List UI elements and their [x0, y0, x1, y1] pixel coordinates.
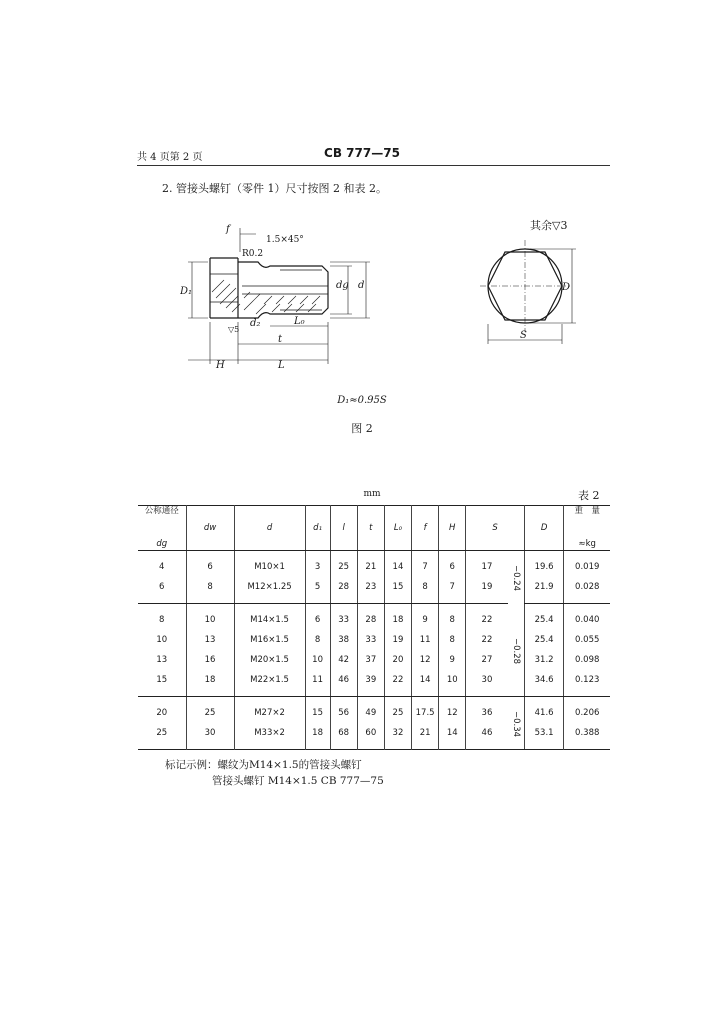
header-dw: dw: [186, 506, 234, 551]
cell-d1: 8: [305, 630, 330, 650]
table-row: [138, 577, 610, 604]
cell-D: 21.9: [524, 577, 564, 604]
header-f: f: [412, 506, 439, 551]
header-d: d: [234, 506, 305, 551]
cell-dw: 6: [186, 551, 234, 578]
cell-S: 30: [466, 670, 508, 697]
cell-d: M20×1.5: [234, 650, 305, 670]
s-tolerance-text: −0.34: [511, 710, 522, 738]
cell-d1: 6: [305, 604, 330, 631]
header-nominal-bottom: dg: [156, 539, 168, 549]
cell-weight: 0.206: [564, 697, 610, 724]
cell-H: 9: [439, 650, 466, 670]
cell-f: 14: [412, 670, 439, 697]
cell-dw: 13: [186, 630, 234, 650]
label-dg: dg: [336, 280, 349, 291]
label-S: S: [520, 330, 527, 341]
figure-caption: 图 2: [351, 422, 373, 435]
cell-L0: 14: [384, 551, 411, 578]
cell-d: M22×1.5: [234, 670, 305, 697]
cell-f: 7: [412, 551, 439, 578]
cell-H: 6: [439, 551, 466, 578]
cell-D: 25.4: [524, 604, 564, 631]
standard-number: CB 777—75: [324, 146, 400, 160]
label-f: f: [226, 224, 230, 235]
cell-dw: 16: [186, 650, 234, 670]
cell-L0: 20: [384, 650, 411, 670]
cell-dg: 8: [159, 614, 165, 625]
cell-d: M16×1.5: [234, 630, 305, 650]
cell-weight: 0.040: [564, 604, 610, 631]
cell-weight: 0.123: [564, 670, 610, 697]
cell-d: M27×2: [234, 697, 305, 724]
cell-f: 9: [412, 604, 439, 631]
cell-S-tolerance: [508, 551, 525, 604]
cell-D: 19.6: [524, 551, 564, 578]
cell-D: 25.4: [524, 630, 564, 650]
cell-S: 36: [466, 697, 508, 724]
header-L0: L₀: [384, 506, 411, 551]
label-triangle5: ▽5: [228, 325, 240, 334]
s-tolerance-text: −0.28: [511, 637, 522, 664]
cell-D: 41.6: [524, 697, 564, 724]
bolt-end-view-drawing: [480, 240, 590, 350]
cell-d1: 18: [305, 723, 330, 750]
cell-l: 42: [330, 650, 357, 670]
cell-dg: 4: [159, 561, 165, 572]
label-chamfer: 1.5×45°: [266, 235, 304, 245]
page-info: 共 4 页第 2 页: [137, 152, 203, 163]
cell-l: 46: [330, 670, 357, 697]
label-t: t: [278, 334, 283, 345]
marking-example-line1: 标记示例：螺纹为M14×1.5的管接头螺钉: [165, 759, 362, 771]
cell-dg: 25: [156, 727, 168, 738]
cell-l: 28: [330, 577, 357, 604]
table-row: [138, 551, 610, 578]
header-nominal: [138, 506, 186, 551]
cell-H: 10: [439, 670, 466, 697]
cell-S: 27: [466, 650, 508, 670]
header-l: l: [330, 506, 357, 551]
label-radius: R0.2: [242, 249, 264, 259]
header-D: D: [524, 506, 564, 551]
cell-S: 22: [466, 630, 508, 650]
cell-dw: 8: [186, 577, 234, 604]
cell-t: 49: [357, 697, 384, 724]
cell-weight: 0.098: [564, 650, 610, 670]
table-row: [138, 697, 610, 724]
cell-dg: 13: [156, 654, 168, 665]
s-tolerance-text: −0.24: [511, 565, 522, 592]
cell-S: 17: [466, 551, 508, 578]
cell-d: M10×1: [234, 551, 305, 578]
cell-H: 8: [439, 604, 466, 631]
cell-D: 53.1: [524, 723, 564, 750]
cell-dg: 10: [156, 634, 168, 645]
cell-dw: 30: [186, 723, 234, 750]
label-d: d: [358, 280, 365, 291]
cell-H: 7: [439, 577, 466, 604]
table-label: 表 2: [578, 489, 600, 502]
cell-t: 60: [357, 723, 384, 750]
cell-d: M12×1.25: [234, 577, 305, 604]
table-unit: mm: [363, 489, 381, 499]
header-weight: [564, 506, 610, 551]
cell-S: 19: [466, 577, 508, 604]
cell-L0: 15: [384, 577, 411, 604]
cell-t: 33: [357, 630, 384, 650]
cell-l: 25: [330, 551, 357, 578]
cell-L0: 19: [384, 630, 411, 650]
bolt-side-view-drawing: [180, 222, 380, 372]
label-L0: L₀: [294, 316, 305, 327]
cell-l: 56: [330, 697, 357, 724]
cell-S: 22: [466, 604, 508, 631]
cell-dw: 25: [186, 697, 234, 724]
section-title: 2. 管接头螺钉（零件 1）尺寸按图 2 和表 2。: [162, 182, 387, 195]
cell-weight: 0.019: [564, 551, 610, 578]
header-weight-bottom: ≈kg: [578, 539, 596, 549]
cell-weight: 0.028: [564, 577, 610, 604]
cell-l: 38: [330, 630, 357, 650]
cell-t: 28: [357, 604, 384, 631]
spec-table: [138, 505, 610, 750]
cell-S: 46: [466, 723, 508, 750]
header-H: H: [439, 506, 466, 551]
cell-L0: 32: [384, 723, 411, 750]
label-L: L: [278, 360, 285, 371]
cell-L0: 18: [384, 604, 411, 631]
cell-dw: 10: [186, 604, 234, 631]
cell-t: 39: [357, 670, 384, 697]
cell-t: 23: [357, 577, 384, 604]
cell-f: 8: [412, 577, 439, 604]
cell-D: 34.6: [524, 670, 564, 697]
cell-L0: 25: [384, 697, 411, 724]
header-nominal-top: 公称通径: [144, 506, 179, 516]
table-row: [138, 723, 610, 750]
cell-L0: 22: [384, 670, 411, 697]
header-S: S: [466, 506, 524, 551]
table-row: [138, 650, 610, 670]
header-divider: [137, 165, 610, 166]
cell-f: 21: [412, 723, 439, 750]
cell-d1: 15: [305, 697, 330, 724]
cell-d1: 10: [305, 650, 330, 670]
cell-dg: 15: [138, 670, 186, 697]
cell-H: 14: [439, 723, 466, 750]
cell-l: 68: [330, 723, 357, 750]
cell-dw: 18: [186, 670, 234, 697]
table-row: [138, 604, 610, 631]
cell-S-tolerance: [508, 697, 525, 750]
cell-D: 31.2: [524, 650, 564, 670]
cell-S-tolerance: [508, 604, 525, 697]
cell-t: 21: [357, 551, 384, 578]
cell-dg: 6: [138, 577, 186, 604]
table-row: [138, 670, 610, 697]
cell-weight: 0.055: [564, 630, 610, 650]
header-d1: d₁: [305, 506, 330, 551]
cell-t: 37: [357, 650, 384, 670]
cell-d1: 11: [305, 670, 330, 697]
label-H: H: [216, 360, 225, 371]
cell-d1: 3: [305, 551, 330, 578]
formula: D₁≈0.95S: [337, 395, 387, 406]
cell-l: 33: [330, 604, 357, 631]
header-weight-top: 重 量: [574, 506, 600, 516]
label-D: D: [562, 282, 571, 293]
cell-f: 12: [412, 650, 439, 670]
cell-f: 17.5: [412, 697, 439, 724]
cell-H: 12: [439, 697, 466, 724]
cell-f: 11: [412, 630, 439, 650]
cell-d: M33×2: [234, 723, 305, 750]
cell-dg: 20: [156, 707, 168, 718]
table-row: [138, 630, 610, 650]
label-d2: d₂: [250, 318, 261, 329]
label-D1: D₁: [180, 286, 193, 297]
cell-d1: 5: [305, 577, 330, 604]
marking-example-line2: 管接头螺钉 M14×1.5 CB 777—75: [212, 775, 384, 787]
cell-weight: 0.388: [564, 723, 610, 750]
cell-d: M14×1.5: [234, 604, 305, 631]
cell-H: 8: [439, 630, 466, 650]
header-t: t: [357, 506, 384, 551]
roughness-note: 其余▽3: [530, 219, 568, 232]
